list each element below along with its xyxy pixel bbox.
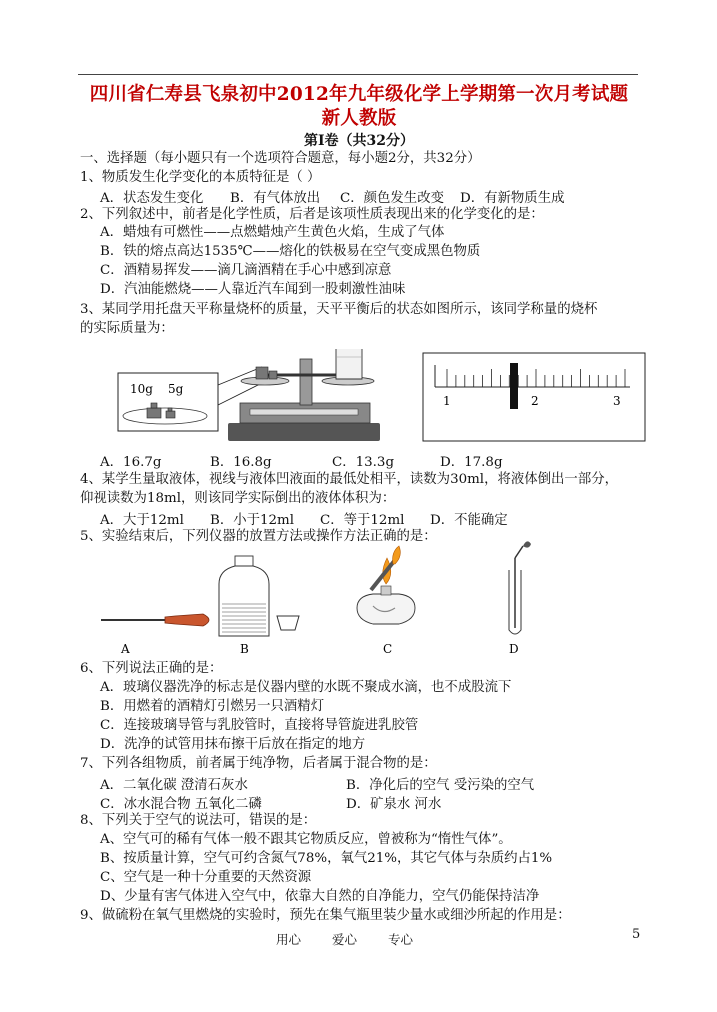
question-3-stem-1: 3、某同学用托盘天平称量烧杯的质量，天平平衡后的状态如图所示，该同学称量的烧杯	[80, 302, 598, 317]
question-9-stem: 9、做硫粉在氧气里燃烧的实验时，预先在集气瓶里装少量水或细沙所起的作用是：	[80, 908, 571, 923]
scale-label-3: 3	[613, 394, 621, 408]
question-2-option-d: D．汽油能燃烧——人靠近汽车闻到一股刺激性油味	[100, 282, 406, 297]
question-1-stem: 1、物质发生化学变化的本质特征是（ ）	[80, 170, 321, 185]
label-c: C	[383, 642, 393, 656]
dropper-lying-icon	[101, 614, 209, 626]
question-8-option-d: D、少量有害气体进入空气中，依靠大自然的自净能力，空气仍能保持洁净	[100, 889, 540, 904]
balance-beam-rail	[250, 409, 358, 415]
question-6-option-a: A．玻璃仪器洗净的标志是仪器内壁的水既不聚成水滴，也不成股流下	[100, 680, 512, 695]
question-6-option-d: D．洗净的试管用抹布擦干后放在指定的地方	[100, 737, 366, 752]
option-d: D．不能确定	[430, 513, 508, 528]
option-d: D．矿泉水 河水	[346, 797, 442, 812]
footer-word-1: 用心	[276, 932, 302, 947]
option-c: C．颜色发生改变	[340, 191, 444, 206]
reagent-bottle-icon	[219, 556, 299, 636]
option-d: D．有新物质生成	[460, 191, 565, 206]
question-8-option-a: A、空气可的稀有气体一般不跟其它物质反应，曾被称为“惰性气体”。	[100, 832, 512, 847]
option-a: A．二氧化碳 澄清石灰水	[100, 778, 248, 793]
question-3-stem-2: 的实际质量为：	[80, 321, 174, 336]
option-c: C．13.3g	[332, 455, 395, 470]
option-b: B．16.8g	[210, 455, 272, 470]
question-6-option-b: B．用燃着的酒精灯引燃另一只酒精灯	[100, 699, 325, 714]
option-b: B．净化后的空气 受污染的空气	[346, 778, 535, 793]
label-a: A	[121, 642, 130, 656]
question-2-option-b: B．铁的熔点高达1535℃——熔化的铁极易在空气变成黑色物质	[100, 244, 481, 259]
scale-ticks	[447, 369, 625, 387]
option-c: C．冰水混合物 五氧化二磷	[100, 797, 262, 812]
question-4-stem-2: 仰视读数为18ml，则该同学实际倒出的液体体积为：	[80, 491, 396, 506]
footer-word-3: 专心	[388, 932, 414, 947]
question-6-stem: 6、下列说法正确的是：	[80, 661, 223, 676]
weight-10g-icon	[147, 408, 161, 418]
option-d: D．17.8g	[440, 455, 503, 470]
question-4-stem-1: 4、某学生量取液体，视线与液体凹液面的最低处相平，读数为30ml，将液体倒出一部分，	[80, 472, 618, 487]
question-8-option-c: C、空气是一种十分重要的天然资源	[100, 870, 312, 885]
stopper-icon	[277, 616, 299, 630]
option-b: B．有气体放出	[230, 191, 321, 206]
balance-figure	[110, 345, 650, 447]
label-b: B	[240, 642, 249, 656]
scale-label-1: 1	[443, 394, 451, 408]
section-heading: 第Ⅰ卷（共32分）	[303, 133, 415, 149]
question-2-option-a: A．蜡烛有可燃性——点燃蜡烛产生黄色火焰，生成了气体	[100, 225, 445, 240]
question-5-stem: 5、实验结束后，下列仪器的放置方法或操作方法正确的是：	[80, 529, 437, 544]
scale-label-2: 2	[531, 394, 539, 408]
label-d: D	[509, 642, 519, 656]
test-tube-dropper-icon	[509, 541, 531, 634]
footer-word-2: 爱心	[332, 932, 358, 947]
exam-title-edition: 新人教版	[321, 108, 397, 129]
left-pan-weight-icon	[256, 367, 268, 379]
page-number: 5	[632, 927, 641, 942]
option-a: A．状态发生变化	[100, 191, 204, 206]
option-c: C．等于12ml	[320, 513, 405, 528]
weight-label-10g: 10g	[130, 382, 153, 396]
header-rule	[78, 74, 638, 75]
option-a: A．16.7g	[100, 455, 162, 470]
question-8-stem: 8、下列关于空气的说法可，错误的是：	[80, 813, 317, 828]
weight-label-5g: 5g	[168, 382, 184, 396]
balance-pillar	[300, 359, 312, 405]
beaker-icon	[336, 349, 362, 379]
rider-marker	[510, 363, 518, 409]
question-6-option-c: C．连接玻璃导管与乳胶管时，直接将导管旋进乳胶管	[100, 718, 419, 733]
apparatus-figure	[95, 540, 545, 658]
weighing-pan-ellipse	[123, 408, 207, 424]
question-2-stem: 2、下列叙述中，前者是化学性质，后者是该项性质表现出来的化学变化的是：	[80, 207, 544, 222]
question-8-option-b: B、按质量计算，空气可约含氮气78%，氧气21%，其它气体与杂质约占1%	[100, 851, 553, 866]
option-a: A．大于12ml	[100, 513, 184, 528]
exam-title: 四川省仁寿县飞泉初中2012年九年级化学上学期第一次月考试题	[89, 84, 629, 105]
question-2-option-c: C．酒精易挥发——滴几滴酒精在手心中感到凉意	[100, 263, 392, 278]
balance-base	[228, 423, 380, 441]
part-heading: 一、选择题（每小题只有一个选项符合题意，每小题2分，共32分）	[80, 151, 481, 166]
option-b: B．小于12ml	[210, 513, 295, 528]
alcohol-lamp-icon	[357, 546, 415, 624]
question-7-stem: 7、下列各组物质，前者属于纯净物，后者属于混合物的是：	[80, 756, 437, 771]
weight-5g-icon	[166, 411, 175, 418]
